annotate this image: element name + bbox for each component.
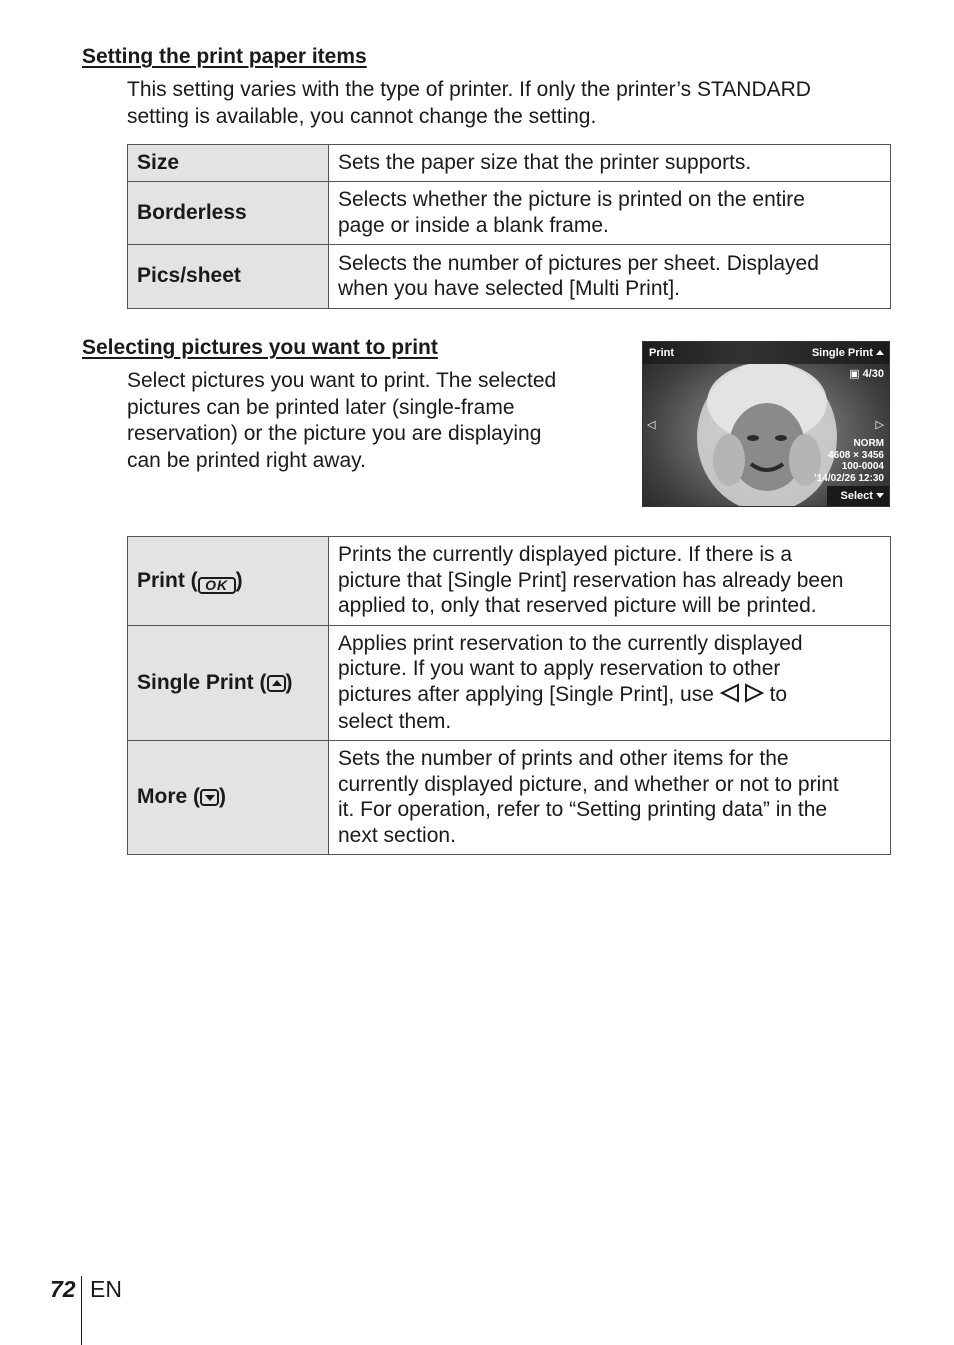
desc-line: select them. [338,710,452,733]
section-heading-select-pictures: Selecting pictures you want to print [82,336,438,359]
label-text: Single Print ( [137,670,267,694]
up-button-icon [267,675,286,692]
desc-line: applied to, only that reserved picture will be printed. [338,594,817,618]
single-print-text: Single Print [811,347,873,359]
desc-line: picture that [Single Print] reservation has already been [338,568,844,592]
right-arrow-icon: ▷ [875,419,884,431]
screen-single-print-label [812,347,884,359]
down-button-icon [200,789,219,806]
label-text: ) [285,670,293,694]
desc-line: currently displayed picture, and whether or not to print [338,772,839,796]
intro-line: pictures can be printed later (single-frame [127,395,515,419]
screen-frame-count [849,367,884,380]
table-row [128,626,891,741]
intro-line: reservation) or the picture you are displaying [127,422,542,445]
screen-print-label: Print [649,347,675,359]
section-intro-select-pictures [127,368,556,474]
desc-line: Sets the number of prints and other items for the [338,747,789,770]
desc-line: when you have selected [Multi Print]. [338,277,681,300]
row-label-single-print [128,626,329,741]
row-desc-single-print [329,626,891,741]
screen-select-label [827,486,889,506]
footer-divider [81,1276,82,1345]
label-text: ) [235,568,243,592]
page-language: EN [90,1276,122,1302]
resolution-label: 4608 × 3456 [828,449,884,461]
desc-line: page or inside a blank frame. [338,213,609,237]
frame-count-text: 4/30 [862,368,884,380]
desc-line: picture. If you want to apply reservation to other [338,657,781,680]
down-arrow-icon [876,493,884,498]
print-actions-table [127,536,891,855]
row-desc-print [329,537,891,626]
desc-line: Prints the currently displayed picture. If there is a [338,543,793,567]
section-intro-print-paper [127,77,811,130]
datetime-label: ’14/02/26 12:30 [813,472,884,484]
desc-line: Selects whether the picture is printed on the entire [338,188,805,211]
row-label-size: Size [128,145,329,182]
table-row [128,145,891,182]
row-label-pics-sheet: Pics/sheet [128,245,329,309]
up-arrow-icon [876,350,884,355]
desc-line: it. For operation, refer to “Setting printing data” in the [338,798,828,821]
left-right-arrows-icon [720,683,764,710]
label-text: More ( [137,785,200,809]
row-desc-borderless [329,182,891,245]
page-number: 72 [50,1276,76,1302]
left-arrow-icon: ◁ [647,419,656,431]
select-text: Select [840,490,873,502]
quality-label: NORM [853,438,884,449]
screen-image-info [814,438,884,484]
row-desc-more [329,741,891,855]
file-number-label: 100-0004 [841,461,884,472]
intro-line: can be printed right away. [127,448,366,472]
table-row [128,537,891,626]
intro-line: Select pictures you want to print. The selected [127,369,557,392]
table-row [128,741,891,855]
desc-line: Selects the number of pictures per sheet. Displayed [338,251,819,275]
desc-line: to [769,682,788,706]
row-desc-pics-sheet [329,245,891,309]
row-label-more [128,741,329,855]
row-label-print [128,537,329,626]
section-heading-print-paper: Setting the print paper items [82,45,367,68]
table-row [128,245,891,309]
label-text: ) [219,785,226,809]
desc-line: pictures after applying [Single Print], use [338,682,714,706]
table-row [128,182,891,245]
desc-line: Applies print reservation to the currently displayed [338,631,803,655]
camera-screen-illustration [642,341,890,507]
print-count-icon: ▣ [849,368,860,380]
row-desc-size: Sets the paper size that the printer supports. [329,145,891,182]
row-label-borderless: Borderless [128,182,329,245]
ok-button-icon: OK [198,577,236,594]
paper-items-table [127,144,891,309]
label-text: Print ( [137,568,198,592]
desc-line: next section. [338,823,456,847]
intro-line: This setting varies with the type of printer. If only the printer’s STANDARD [127,78,811,101]
intro-line: setting is available, you cannot change the setting. [127,104,597,128]
